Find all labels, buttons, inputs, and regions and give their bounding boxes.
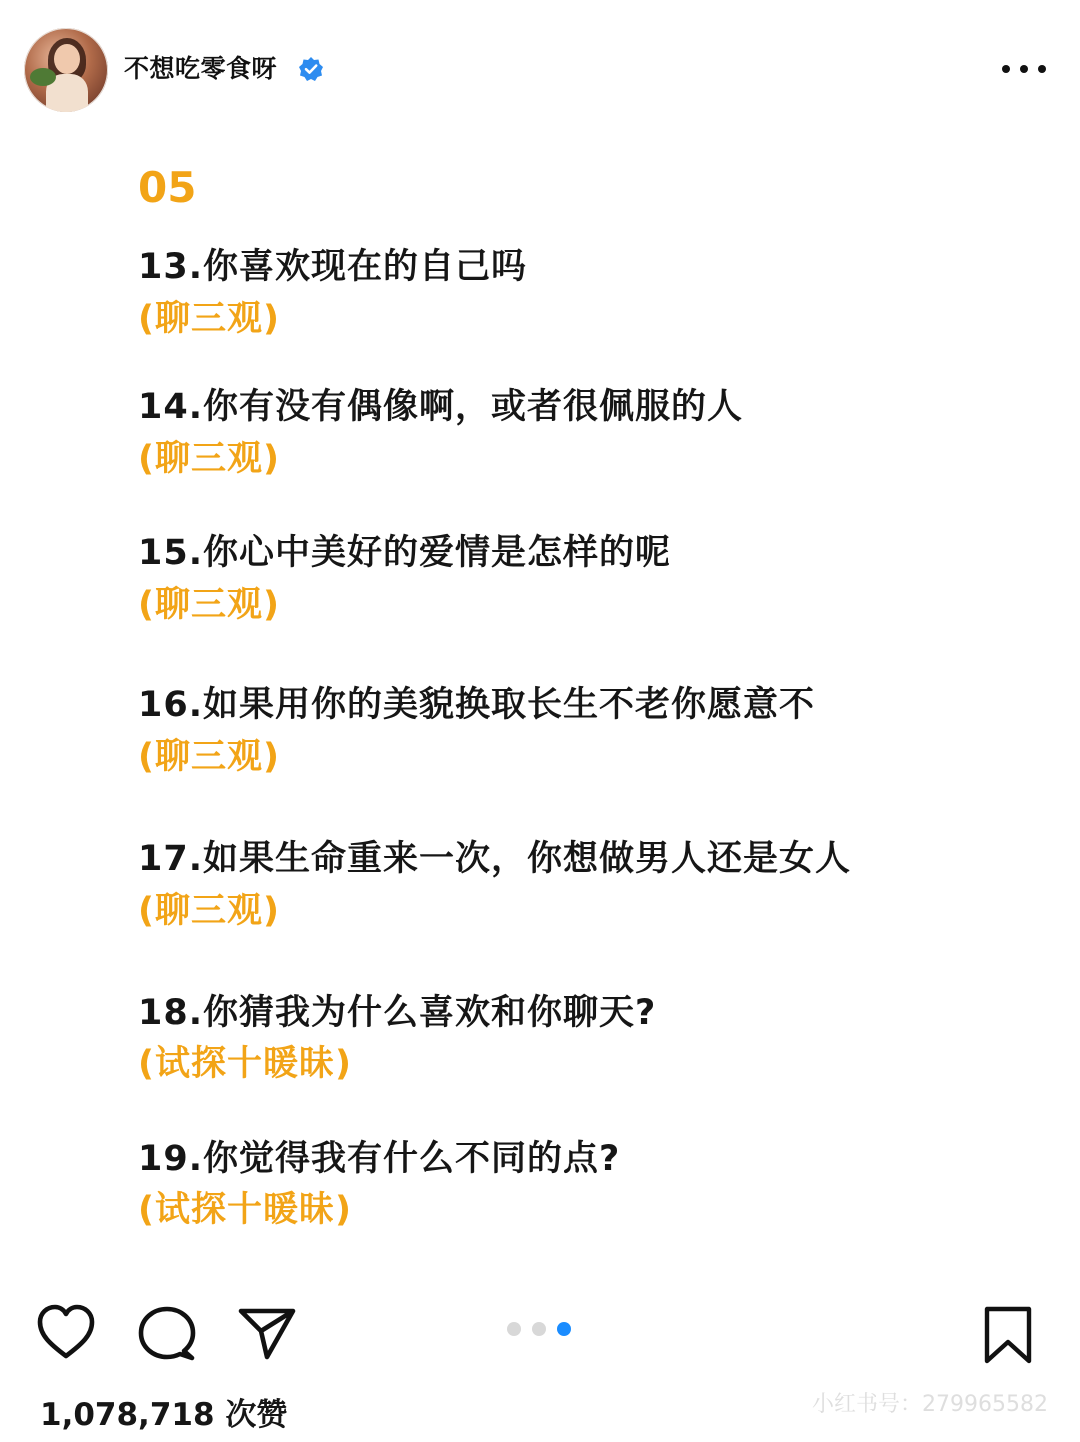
section-number: 05	[138, 163, 197, 212]
question-13: 13.你喜欢现在的自己吗	[138, 247, 528, 287]
likes-count[interactable]: 1,078,718 次赞	[40, 1397, 288, 1433]
heart-icon[interactable]	[36, 1304, 96, 1362]
post-header	[0, 0, 1080, 140]
carousel-dot	[507, 1322, 521, 1336]
carousel-dot-active	[557, 1322, 571, 1336]
question-15-tag: (聊三观)	[138, 585, 280, 625]
question-15: 15.你心中美好的爱情是怎样的呢	[138, 533, 672, 573]
question-18-tag: (试探十暖昧)	[138, 1044, 352, 1084]
username[interactable]: 不想吃零食呀	[124, 54, 278, 83]
avatar-face	[54, 44, 80, 74]
share-icon[interactable]	[238, 1307, 296, 1361]
question-14-tag: (聊三观)	[138, 439, 280, 479]
question-18: 18.你猜我为什么喜欢和你聊天?	[138, 993, 657, 1033]
avatar[interactable]	[24, 28, 108, 112]
comment-icon[interactable]	[138, 1305, 196, 1363]
carousel-dot	[532, 1322, 546, 1336]
question-17-tag: (聊三观)	[138, 891, 280, 931]
more-dot	[1020, 65, 1028, 73]
question-16: 16.如果用你的美貌换取长生不老你愿意不	[138, 685, 816, 725]
carousel-indicator	[507, 1322, 571, 1336]
more-dot	[1038, 65, 1046, 73]
question-17: 17.如果生命重来一次，你想做男人还是女人	[138, 839, 852, 879]
question-19-tag: (试探十暖昧)	[138, 1190, 352, 1230]
bookmark-icon[interactable]	[984, 1306, 1032, 1364]
question-16-tag: (聊三观)	[138, 737, 280, 777]
avatar-plant	[30, 68, 56, 86]
watermark: 小红书号：279965582	[812, 1392, 1048, 1417]
more-dot	[1002, 65, 1010, 73]
question-13-tag: (聊三观)	[138, 299, 280, 339]
verified-badge-icon	[298, 56, 324, 82]
question-19: 19.你觉得我有什么不同的点?	[138, 1139, 621, 1179]
question-14: 14.你有没有偶像啊，或者很佩服的人	[138, 387, 744, 427]
more-options-icon[interactable]	[1002, 62, 1046, 76]
